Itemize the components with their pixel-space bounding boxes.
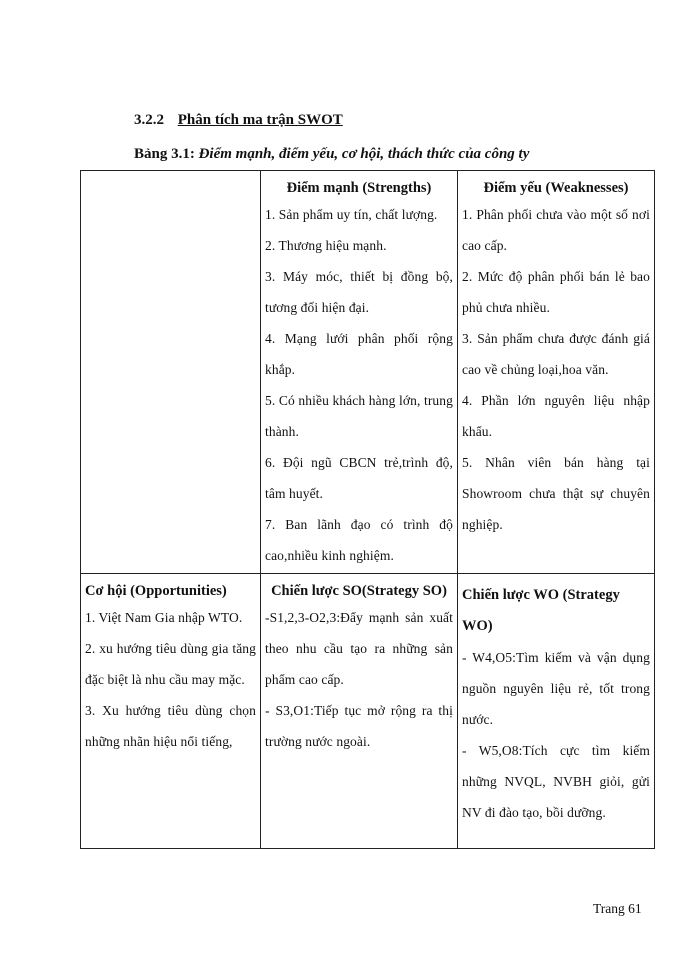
strength-item: 5. Có nhiều khách hàng lớn, trung thành. (265, 393, 453, 439)
section-title: Phân tích ma trận SWOT (177, 112, 343, 128)
page-number: Trang 61 (593, 901, 642, 916)
weakness-item: 3. Sản phẩm chưa được đánh giá cao về chủng loại,hoa văn. (462, 331, 650, 377)
weakness-item: 4. Phần lớn nguyên liệu nhập khẩu. (462, 393, 650, 439)
strengths-header: Điểm mạnh (Strengths) (286, 180, 432, 196)
weakness-item: 5. Nhân viên bán hàng tại Showroom chưa thật sự chuyên nghiệp. (462, 455, 650, 532)
section-number: 3.2.2 (134, 112, 164, 128)
strength-item: 4. Mạng lưới phân phối rộng khắp. (265, 331, 453, 377)
opportunity-item: 1. Việt Nam Gia nhập WTO. (85, 610, 243, 625)
strength-item: 1. Sản phẩm uy tín, chất lượng. (265, 207, 438, 222)
opportunities-header: Cơ hội (Opportunities) (85, 583, 227, 599)
opportunities-cell (81, 574, 261, 849)
table-caption-text: Điểm mạnh, điểm yếu, cơ hội, thách thức của công ty (198, 146, 530, 162)
opportunity-item: 2. xu hướng tiêu dùng gia tăng đặc biệt là nhu cầu may mặc. (85, 641, 256, 687)
wo-strategy-item: - W5,O8:Tích cực tìm kiếm những NVQL, NVBH giỏi, gửi NV đi đào tạo, bồi dưỡng. (462, 743, 650, 820)
wo-strategy-header: Chiến lược WO (Strategy WO) (462, 587, 620, 634)
so-strategy-cell (261, 574, 458, 849)
table-caption (134, 146, 529, 163)
table-row (81, 574, 655, 849)
section-heading (134, 112, 343, 129)
weaknesses-header: Điểm yếu (Weaknesses) (483, 180, 629, 196)
table-row (81, 171, 655, 574)
strengths-cell (261, 171, 458, 574)
strength-item: 6. Đội ngũ CBCN trẻ,trình độ, tâm huyết. (265, 455, 453, 501)
weakness-item: 2. Mức độ phân phối bán lẻ bao phủ chưa nhiều. (462, 269, 650, 315)
wo-strategy-cell (458, 574, 655, 849)
empty-corner-cell (81, 171, 261, 574)
swot-table (80, 170, 655, 849)
table-caption-label: Bảng 3.1: (134, 146, 195, 162)
strength-item: 3. Máy móc, thiết bị đồng bộ, tương đối hiện đại. (265, 269, 453, 315)
weaknesses-cell (458, 171, 655, 574)
so-strategy-item: - S3,O1:Tiếp tục mở rộng ra thị trường nước ngoài. (265, 703, 453, 749)
so-strategy-header: Chiến lược SO(Strategy SO) (271, 583, 447, 599)
strength-item: 7. Ban lãnh đạo có trình độ cao,nhiều kinh nghiệm. (265, 517, 453, 563)
weakness-item: 1. Phân phối chưa vào một số nơi cao cấp. (462, 207, 650, 253)
so-strategy-item: -S1,2,3-O2,3:Đẩy mạnh sản xuất theo nhu cầu tạo ra những sản phẩm cao cấp. (265, 610, 453, 687)
strength-item: 2. Thương hiệu mạnh. (265, 238, 387, 253)
wo-strategy-item: - W4,O5:Tìm kiếm và vận dụng nguồn nguyên liệu rẻ, tốt trong nước. (462, 650, 650, 727)
opportunity-item: 3. Xu hướng tiêu dùng chọn những nhãn hiệu nổi tiếng, (85, 703, 256, 749)
